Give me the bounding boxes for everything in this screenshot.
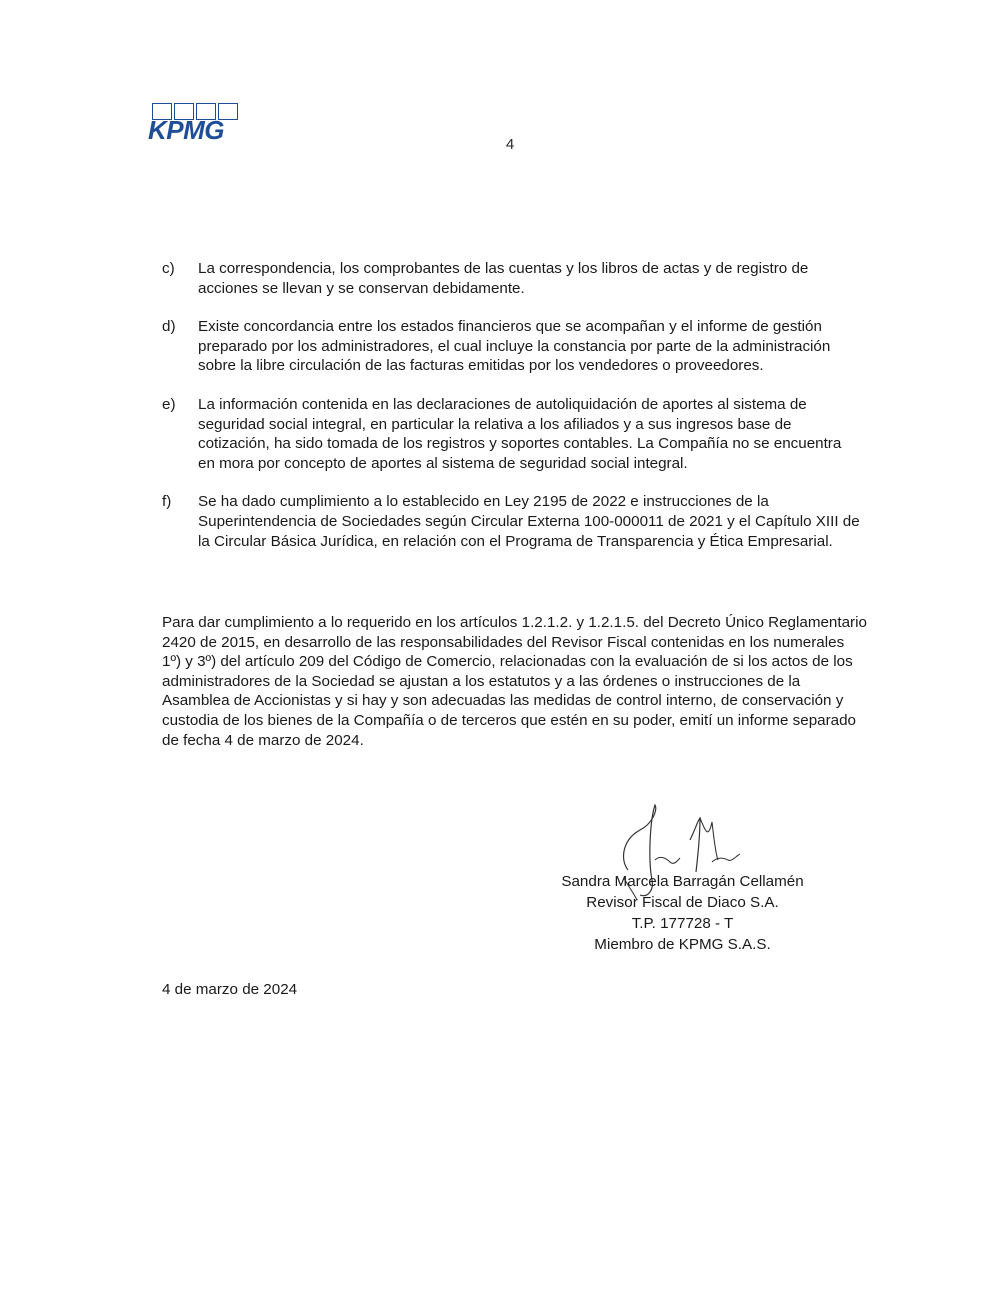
signer-firm: Miembro de KPMG S.A.S. (594, 936, 771, 953)
list-item-text: Se ha dado cumplimiento a lo establecido en Ley 2195 de 2022 e instrucciones de la Superintendencia de Sociedades según Circular Externa 100-000011 de 2021 y el Capítulo XIII de la Circular Básica Jurídica, en relación con el Programa de Transparencia y Ética Empresarial. (198, 493, 860, 550)
list-marker: c) (162, 260, 175, 277)
signature-block (540, 871, 825, 955)
findings-list (162, 259, 862, 570)
kpmg-logo (148, 103, 244, 143)
signer-tp: T.P. 177728 - T (631, 915, 734, 932)
list-item (162, 259, 862, 298)
list-marker: f) (162, 493, 172, 511)
list-item-text: La correspondencia, los comprobantes de las cuentas y los libros de actas y de registro de acciones se llevan y se conservan debidamente. (198, 260, 809, 297)
body-paragraph: Para dar cumplimiento a lo requerido en los artículos 1.2.1.2. y 1.2.1.5. del Decreto Único Reglamentario 2420 de 2015, en desarrollo de las responsabilidades del Revisor Fiscal contenidas en los numerales 1º) y 3º) del artículo 209 del Código de Comercio, relacionadas con la evaluación de si los actos de los administradores de la Sociedad se ajustan a los estatutos y a las órdenes o instrucciones de la Asamblea de Accionistas y si hay y son adecuadas las medidas de control interno, de conservación y custodia de los bienes de la Compañía o de terceros que estén en su poder, emití un informe separado de fecha 4 de marzo de 2024. (162, 614, 867, 749)
list-item (162, 317, 862, 376)
list-item-text: Existe concordancia entre los estados financieros que se acompañan y el informe de gestión preparado por los administradores, el cual incluye la constancia por parte de la administración sobre la libre circulación de las facturas emitidas por los vendedores o proveedores. (198, 318, 831, 375)
logo-wordmark: KPMG (148, 115, 224, 145)
list-marker: d) (162, 318, 176, 336)
list-marker: e) (162, 395, 176, 413)
signer-name: Sandra Marcela Barragán Cellamén (561, 873, 804, 890)
document-date: 4 de marzo de 2024 (162, 981, 298, 998)
signer-role: Revisor Fiscal de Diaco S.A. (586, 894, 779, 911)
list-item (162, 492, 862, 551)
page-number: 4 (505, 136, 515, 153)
list-item (162, 395, 862, 473)
list-item-text: La información contenida en las declaraciones de autoliquidación de aportes al sistema de seguridad social integral, en particular la relativa a los afiliados y a sus ingresos base de cotización, ha sido tomada de los registros y soportes contables. La Compañía no se encuentra en mora por concepto de aportes al sistema de seguridad social integral. (198, 395, 842, 472)
